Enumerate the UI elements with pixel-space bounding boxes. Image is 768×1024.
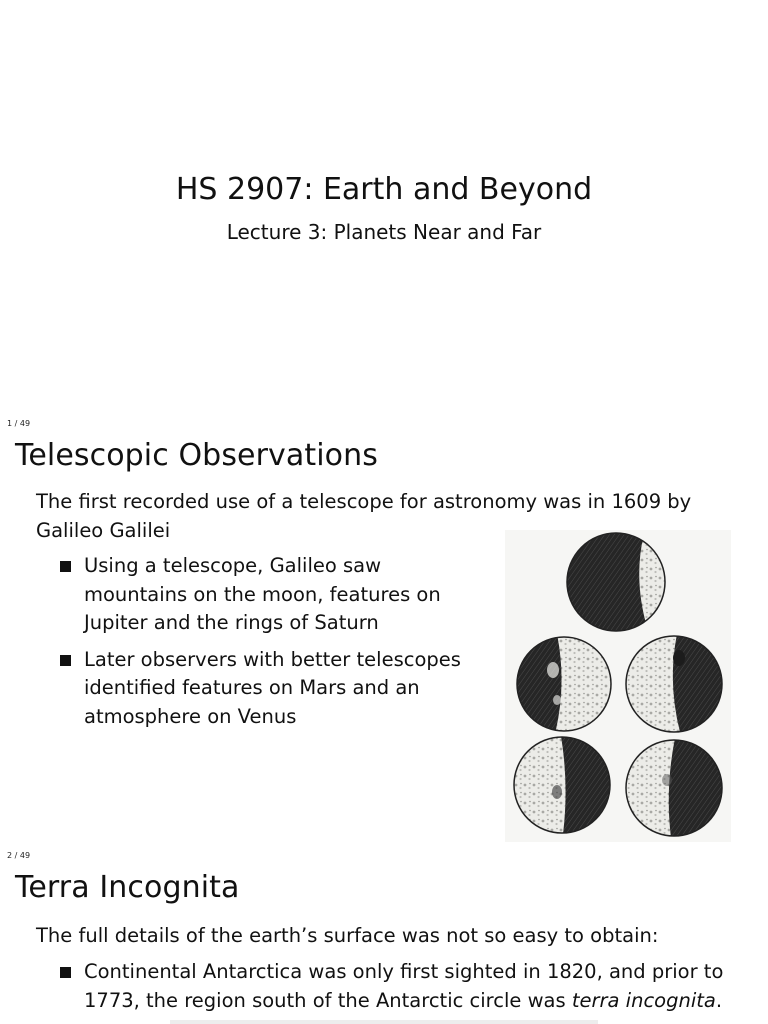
bullet-text: Later observers with better telescopes identified features on Mars and an atmosphere on Venus <box>84 647 461 728</box>
bullet-italic-text: terra incognita <box>571 988 716 1012</box>
page-number: 2 / 49 <box>7 851 31 860</box>
telescopic-observations-slide <box>0 432 768 864</box>
square-bullet-icon <box>60 655 71 666</box>
bullet-list <box>58 958 748 1023</box>
title-slide <box>0 0 768 432</box>
map-image-top-edge <box>170 1020 598 1024</box>
slide-heading: Terra Incognita <box>15 870 240 905</box>
moon-phase-5 <box>625 738 725 838</box>
moon-phase-3 <box>623 634 725 736</box>
moon-phase-2 <box>515 634 615 734</box>
deck-title: HS 2907: Earth and Beyond <box>175 172 593 207</box>
lead-paragraph: The full details of the earth’s surface was not so easy to obtain: <box>36 924 659 947</box>
square-bullet-icon <box>60 561 71 572</box>
deck-subtitle: Lecture 3: Planets Near and Far <box>226 220 542 244</box>
slide-heading: Telescopic Observations <box>15 438 378 473</box>
galileo-moon-drawings <box>505 530 731 842</box>
moon-sketches-icon <box>505 530 731 842</box>
page-number: 1 / 49 <box>7 419 31 428</box>
list-item <box>58 958 748 1015</box>
list-item <box>58 646 478 732</box>
bullet-end: . <box>715 988 723 1012</box>
list-item <box>58 552 478 638</box>
square-bullet-icon <box>60 967 71 978</box>
lead-paragraph: The first recorded use of a telescope for astronomy was in 1609 by Galileo Galilei <box>36 490 692 542</box>
bullet-list <box>58 552 478 739</box>
bullet-text: Using a telescope, Galileo saw mountains on the moon, features on Jupiter and the rings of Saturn <box>84 554 441 634</box>
terra-incognita-slide <box>0 864 768 1024</box>
bullet-text: Continental Antarctica was only first sighted in 1820, and prior to 1773, the region south of the Antarctic circle was <box>84 960 724 1012</box>
